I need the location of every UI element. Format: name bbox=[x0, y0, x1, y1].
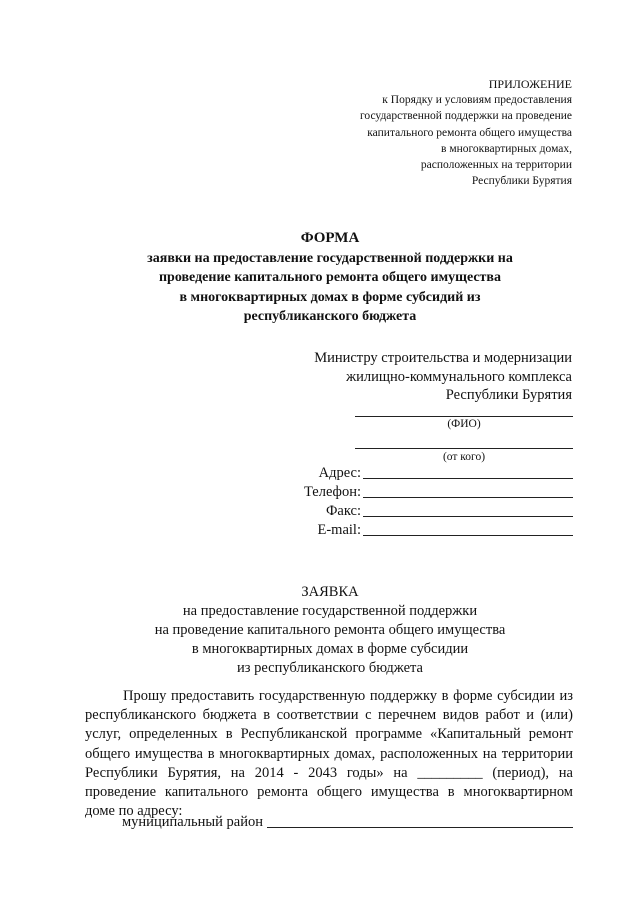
district-label: муниципальный район bbox=[122, 814, 263, 830]
appendix-heading: ПРИЛОЖЕНИЕ bbox=[488, 77, 572, 91]
district-field[interactable] bbox=[267, 813, 573, 828]
request-title-line: на предоставление государственной поддержки bbox=[182, 603, 478, 619]
addressee-line: Республики Бурятия bbox=[445, 387, 572, 403]
address-row bbox=[303, 463, 573, 482]
form-title-line: республиканского бюджета bbox=[243, 309, 417, 324]
phone-label: Телефон: bbox=[303, 484, 361, 500]
addressee-line: жилищно-коммунального комплекса bbox=[346, 368, 572, 385]
email-label: E-mail: bbox=[317, 522, 361, 538]
request-title-line: из республиканского бюджета bbox=[237, 660, 423, 676]
address-field[interactable] bbox=[363, 464, 573, 479]
form-title-line: в многоквартирных домах в форме субсидий из bbox=[179, 289, 481, 305]
form-heading: ФОРМА bbox=[300, 230, 360, 246]
fio-caption: (ФИО) bbox=[447, 418, 481, 430]
appendix-line: к Порядку и условиям предоставления bbox=[382, 94, 572, 107]
request-paragraph: Прошу предоставить государственную поддержку в форме субсидии из республиканского бюджета в соответствии с перечнем видов работ и (или) услуг, определенных в Республиканской программе «Капитальный ремонт общего имущества в многоквартирных домах, расположенных на территории Республики Бурятия, на 2014 - 2043 годы» на _________ (период), на проведение капитального ремонта общего имущества в многоквартирном доме по адресу: bbox=[85, 688, 573, 820]
phone-row bbox=[303, 482, 573, 501]
appendix-line: капитального ремонта общего имущества bbox=[367, 126, 572, 139]
appendix-line: Республики Бурятия bbox=[471, 175, 572, 188]
phone-field[interactable] bbox=[363, 483, 573, 498]
request-body bbox=[85, 687, 573, 821]
address-label: Адрес: bbox=[318, 465, 361, 481]
from-line[interactable] bbox=[355, 448, 573, 449]
appendix-line: расположенных на территории bbox=[420, 159, 572, 172]
addressee-block bbox=[314, 349, 572, 405]
request-heading: ЗАЯВКА bbox=[301, 584, 359, 600]
form-title-line: проведение капитального ремонта общего имущества bbox=[158, 270, 501, 285]
request-title-line: в многоквартирных домах в форме субсидии bbox=[191, 641, 469, 657]
addressee-line: Министру строительства и модернизации bbox=[314, 350, 572, 366]
form-title-block bbox=[60, 229, 600, 327]
fax-row bbox=[303, 501, 573, 520]
fax-field[interactable] bbox=[363, 502, 573, 517]
appendix-block bbox=[360, 76, 572, 189]
request-title-block bbox=[60, 583, 600, 678]
fio-line[interactable] bbox=[355, 416, 573, 417]
form-title-line: заявки на предоставление государственной поддержки на bbox=[147, 250, 513, 266]
fax-label: Факс: bbox=[325, 503, 361, 519]
email-field[interactable] bbox=[363, 521, 573, 536]
appendix-line: государственной поддержки на проведение bbox=[360, 110, 572, 123]
contact-fields bbox=[303, 463, 573, 539]
request-title-line: на проведение капитального ремонта общего имущества bbox=[154, 622, 506, 638]
appendix-line: в многоквартирных домах, bbox=[441, 142, 572, 155]
email-row bbox=[303, 520, 573, 539]
district-row bbox=[122, 813, 573, 831]
from-caption: (от кого) bbox=[442, 451, 486, 463]
